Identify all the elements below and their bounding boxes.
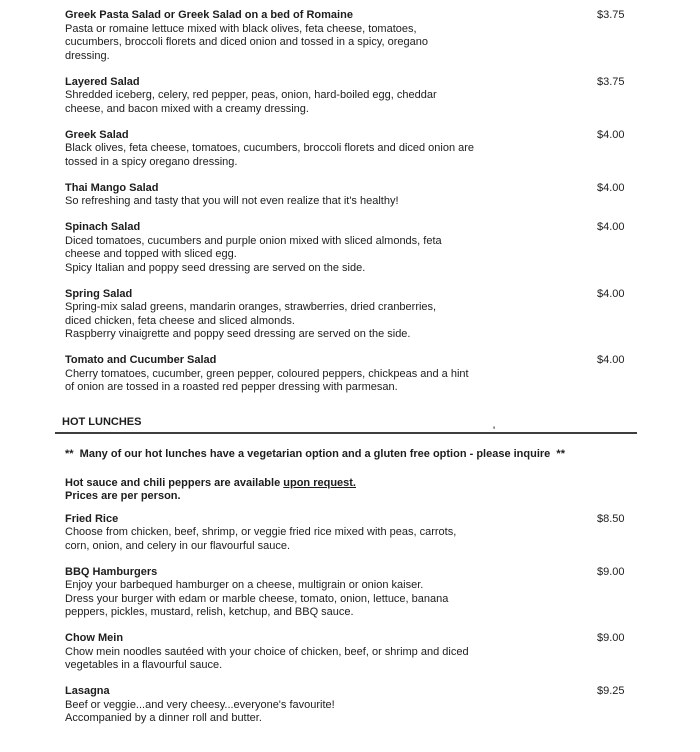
item-description-line: Chow mein noodles sautéed with your choice of chicken, beef, or shrimp and diced <box>65 645 469 658</box>
item-price: $9.00 <box>597 632 625 644</box>
item-description <box>65 235 585 276</box>
item-name: Thai Mango Salad <box>65 181 159 194</box>
salad-items-list <box>65 9 700 395</box>
menu-item <box>65 288 700 342</box>
menu-item <box>65 182 700 209</box>
menu-item <box>65 354 700 395</box>
menu-item <box>65 513 700 554</box>
item-price: $4.00 <box>597 181 625 194</box>
item-name: Lasagna <box>65 685 110 697</box>
item-description-line: Diced tomatoes, cucumbers and purple onion mixed with sliced almonds, feta <box>65 234 442 247</box>
item-description-line: Shredded iceberg, celery, red pepper, peas, onion, hard-boiled egg, cheddar <box>65 89 437 101</box>
hot-sauce-note <box>65 477 700 491</box>
item-description <box>65 195 585 209</box>
item-description-line: tossed in a spicy oregano dressing. <box>65 155 238 168</box>
item-name: BBQ Hamburgers <box>65 565 158 578</box>
upon-request-underlined: upon request. <box>283 476 356 489</box>
item-price: $4.00 <box>597 287 625 300</box>
item-price: $4.00 <box>597 221 625 233</box>
item-description <box>65 301 585 342</box>
hot-lunch-items-list <box>65 513 700 726</box>
item-description <box>65 646 585 673</box>
item-description-line: peppers, pickles, mustard, relish, ketchup, and BBQ sauce. <box>65 606 354 618</box>
item-description-line: dressing. <box>65 49 110 62</box>
item-description <box>65 368 585 395</box>
item-name: Layered Salad <box>65 75 140 88</box>
item-description-line: cheese and topped with sliced egg. <box>65 248 237 260</box>
hot-sauce-note-text: Hot sauce and chili peppers are available <box>65 476 284 489</box>
item-name: Greek Salad <box>65 128 129 141</box>
item-description-line: Accompanied by a dinner roll and butter. <box>65 712 262 724</box>
hot-sauce-note-block <box>65 477 700 504</box>
item-description <box>65 526 585 553</box>
item-description-line: Spicy Italian and poppy seed dressing are served on the side. <box>65 261 366 274</box>
item-description-line: vegetables in a flavourful sauce. <box>65 659 223 671</box>
hot-lunches-section-heading <box>55 416 637 435</box>
item-price: $3.75 <box>597 75 625 88</box>
item-description-line: cheese, and bacon mixed with a creamy dressing. <box>65 102 309 115</box>
menu-item <box>65 632 700 673</box>
menu-item <box>65 9 700 63</box>
menu-item <box>65 129 700 170</box>
item-name: Greek Pasta Salad or Greek Salad on a bed of Romaine <box>65 9 353 21</box>
item-description-line: Choose from chicken, beef, shrimp, or veggie fried rice mixed with peas, carrots, <box>65 526 457 538</box>
item-name: Spinach Salad <box>65 221 141 233</box>
menu-item <box>65 221 700 275</box>
item-description <box>65 23 585 64</box>
item-description <box>65 579 585 620</box>
item-name: Spring Salad <box>65 287 133 300</box>
menu-item <box>65 566 700 620</box>
item-description-line: Pasta or romaine lettuce mixed with black olives, feta cheese, tomatoes, <box>65 22 417 35</box>
item-description <box>65 699 585 726</box>
item-description-line: Black olives, feta cheese, tomatoes, cucumbers, broccoli florets and diced onion are <box>65 142 475 154</box>
item-description <box>65 142 585 169</box>
item-description-line: of onion are tossed in a roasted red pepper dressing with parmesan. <box>65 381 398 393</box>
item-description-line: So refreshing and tasty that you will not even realize that it's healthy! <box>65 195 399 207</box>
item-name: Chow Mein <box>65 632 124 644</box>
item-description-line: Beef or veggie...and very cheesy...everyone's favourite! <box>65 698 335 711</box>
item-description-line: corn, onion, and celery in our flavourful sauce. <box>65 539 291 552</box>
item-name: Fried Rice <box>65 512 119 525</box>
vegetarian-option-notice: ** Many of our hot lunches have a vegetarian option and a gluten free option - please inquire ** <box>65 448 565 460</box>
item-description-line: Raspberry vinaigrette and poppy seed dressing are served on the side. <box>65 328 411 340</box>
item-price: $4.00 <box>597 128 625 141</box>
menu-item <box>65 76 700 117</box>
section-heading-label: HOT LUNCHES <box>62 415 142 428</box>
item-description-line: Cherry tomatoes, cucumber, green pepper, coloured peppers, chickpeas and a hint <box>65 367 469 380</box>
item-name: Tomato and Cucumber Salad <box>65 354 217 366</box>
item-price: $4.00 <box>597 354 625 366</box>
stray-mark: ' <box>493 425 496 435</box>
item-price: $3.75 <box>597 9 625 21</box>
item-description-line: Spring-mix salad greens, mandarin oranges, strawberries, dried cranberries, <box>65 301 437 313</box>
item-price: $9.00 <box>597 565 625 578</box>
item-description-line: Dress your burger with edam or marble cheese, tomato, onion, lettuce, banana <box>65 592 449 605</box>
item-description-line: Enjoy your barbequed hamburger on a cheese, multigrain or onion kaiser. <box>65 579 424 591</box>
menu-item <box>65 685 700 726</box>
item-price: $8.50 <box>597 512 625 525</box>
item-description-line: cucumbers, broccoli florets and diced onion and tossed in a spicy, oregano <box>65 36 429 48</box>
item-description-line: diced chicken, feta cheese and sliced almonds. <box>65 314 295 327</box>
item-price: $9.25 <box>597 685 625 697</box>
item-description <box>65 89 585 116</box>
prices-per-person-note: Prices are per person. <box>65 490 181 502</box>
